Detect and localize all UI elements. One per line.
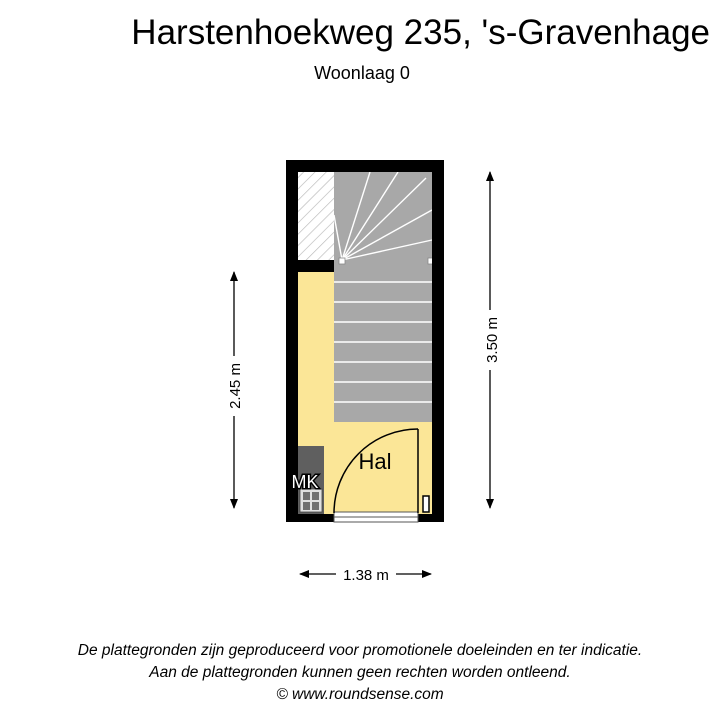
entrance-threshold bbox=[334, 512, 418, 522]
disclaimer bbox=[0, 640, 720, 706]
meter-cupboard-label: MK bbox=[291, 472, 319, 492]
door-stop bbox=[423, 496, 429, 512]
dimension-height-left: 2.45 m bbox=[227, 363, 244, 409]
staircase bbox=[334, 172, 434, 422]
disclaimer-line-1: De plattegronden zijn geproduceerd voor promotionele doeleinden en ter indicatie. bbox=[77, 642, 643, 659]
address-title: Harstenhoekweg 235, 's-Gravenhage bbox=[131, 13, 710, 52]
disclaimer-line-2: Aan de plattegronden kunnen geen rechten worden ontleend. bbox=[149, 664, 571, 681]
dimension-width: 1.38 m bbox=[343, 567, 389, 584]
hatched-void bbox=[298, 172, 334, 260]
floor-label: Woonlaag 0 bbox=[314, 63, 410, 83]
copyright-link[interactable]: © www.roundsense.com bbox=[276, 686, 444, 703]
dimension-height-right: 3.50 m bbox=[484, 317, 501, 363]
room-label-hal: Hal bbox=[358, 449, 392, 474]
